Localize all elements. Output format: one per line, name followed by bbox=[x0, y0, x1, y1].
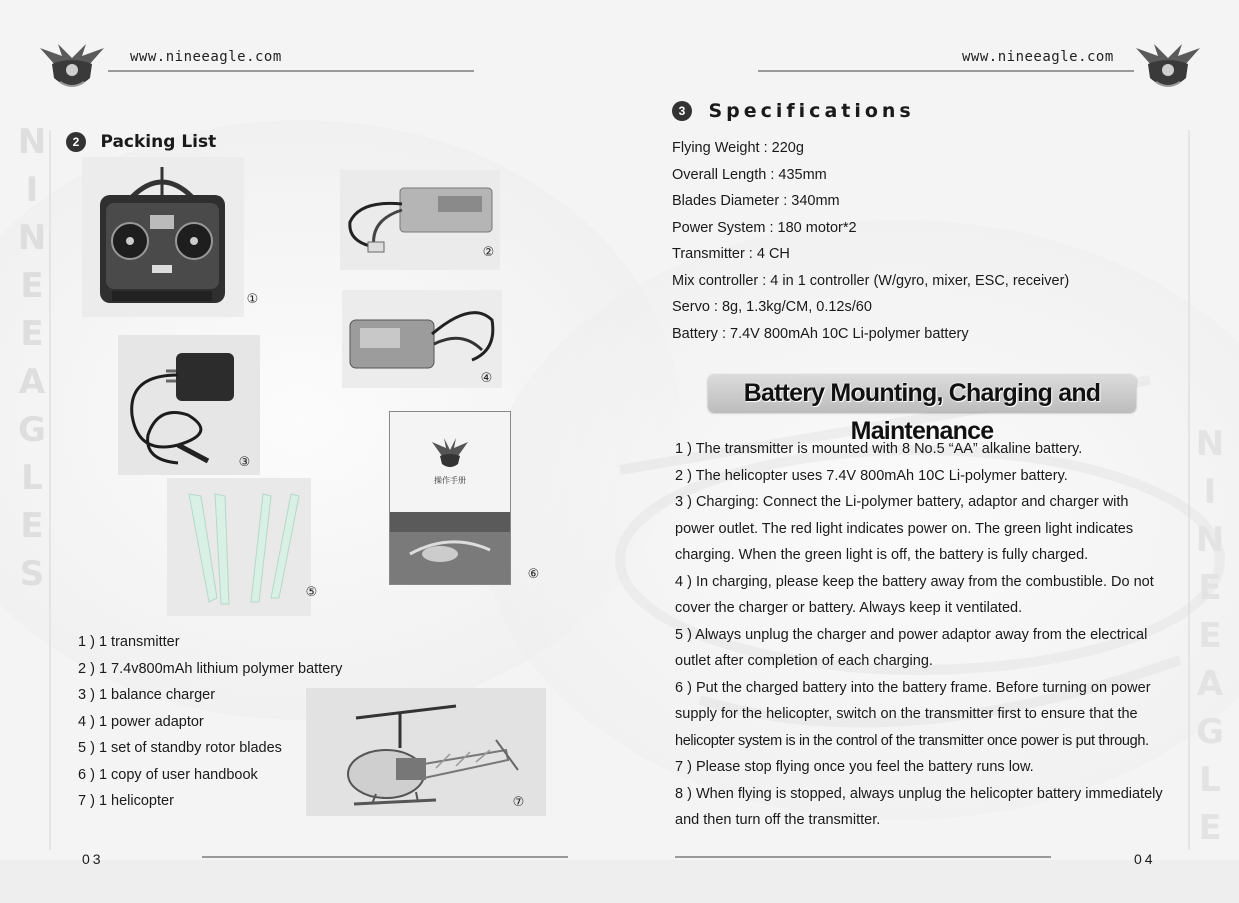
photo-label-7: ⑦ bbox=[512, 795, 525, 810]
packing-item-2: 2 ) 1 7.4v800mAh lithium polymer battery bbox=[78, 660, 343, 677]
photo-label-5: ⑤ bbox=[305, 585, 318, 600]
watermark-left: N I N E E A G L E S bbox=[17, 122, 47, 594]
spec-battery: Battery : 7.4V 800mAh 10C Li-polymer battery bbox=[672, 325, 969, 342]
handbook-cover-title: 操作手册 bbox=[434, 476, 466, 485]
battery-line-2: 2 ) The helicopter uses 7.4V 800mAh 10C Li-polymer battery. bbox=[675, 467, 1068, 484]
packing-item-1: 1 ) 1 transmitter bbox=[78, 634, 180, 650]
photo-label-4: ④ bbox=[480, 371, 493, 386]
battery-photo bbox=[340, 170, 500, 270]
footer-rule-right bbox=[675, 856, 1051, 858]
battery-line-5: charging. When the green light is off, the battery is fully charged. bbox=[675, 547, 1089, 563]
photo-label-3: ③ bbox=[238, 455, 251, 470]
photo-label-1: ① bbox=[246, 292, 259, 307]
helicopter-photo bbox=[306, 688, 546, 816]
spec-flying-weight: Flying Weight : 220g bbox=[672, 140, 804, 156]
website-url-right: www.nineeagle.com bbox=[962, 49, 1114, 65]
battery-line-14: 8 ) When flying is stopped, always unplug the helicopter battery immediately bbox=[675, 785, 1163, 802]
page-number-right: 04 bbox=[1134, 851, 1156, 867]
battery-line-1: 1 ) The transmitter is mounted with 8 No.5 “AA” alkaline battery. bbox=[675, 441, 1083, 457]
battery-line-8: 5 ) Always unplug the charger and power adaptor away from the electrical bbox=[675, 626, 1148, 643]
packing-item-5: 5 ) 1 set of standby rotor blades bbox=[78, 740, 282, 756]
spec-transmitter: Transmitter : 4 CH bbox=[672, 246, 790, 262]
battery-instructions bbox=[675, 436, 1205, 834]
balance-charger-photo bbox=[342, 290, 502, 388]
specifications-list bbox=[672, 140, 1152, 352]
spec-blades-diameter: Blades Diameter : 340mm bbox=[672, 193, 840, 209]
battery-section-banner bbox=[708, 374, 1136, 445]
spec-servo: Servo : 8g, 1.3kg/CM, 0.12s/60 bbox=[672, 299, 872, 315]
specifications-title: Specifications bbox=[708, 100, 915, 122]
section-number-badge: 3 bbox=[672, 101, 692, 121]
battery-line-6: 4 ) In charging, please keep the battery away from the combustible. Do not bbox=[675, 573, 1154, 590]
packing-item-6: 6 ) 1 copy of user handbook bbox=[78, 766, 258, 783]
battery-line-10: 6 ) Put the charged battery into the battery frame. Before turning on power bbox=[675, 679, 1151, 696]
header-rule-right bbox=[758, 70, 1134, 72]
user-handbook-photo bbox=[389, 411, 511, 585]
photo-label-2: ② bbox=[482, 245, 495, 260]
battery-line-13: 7 ) Please stop flying once you feel the battery runs low. bbox=[675, 759, 1034, 775]
battery-line-11: supply for the helicopter, switch on the transmitter first to ensure that the bbox=[675, 706, 1138, 722]
battery-line-3: 3 ) Charging: Connect the Li-polymer battery, adaptor and charger with bbox=[675, 494, 1129, 510]
website-url-left: www.nineeagle.com bbox=[130, 49, 282, 65]
packing-item-4: 4 ) 1 power adaptor bbox=[78, 713, 204, 730]
packing-list-title: Packing List bbox=[100, 132, 217, 152]
eagle-logo-left bbox=[38, 38, 106, 94]
packing-item-7: 7 ) 1 helicopter bbox=[78, 793, 174, 809]
page-number-left: 03 bbox=[82, 851, 104, 867]
battery-line-7: cover the charger or battery. Always keep it ventilated. bbox=[675, 600, 1023, 616]
section-number-badge: 2 bbox=[66, 132, 86, 152]
battery-section-title: Battery Mounting, Charging and Maintenance bbox=[743, 379, 1101, 445]
battery-line-4: power outlet. The red light indicates power on. The green light indicates bbox=[675, 520, 1134, 537]
packing-item-3: 3 ) 1 balance charger bbox=[78, 687, 216, 703]
transmitter-photo bbox=[82, 157, 244, 317]
spec-mix-controller: Mix controller : 4 in 1 controller (W/gyro, mixer, ESC, receiver) bbox=[672, 272, 1070, 289]
battery-line-12: helicopter system is in the control of the transmitter once power is put through. bbox=[675, 732, 1149, 749]
specifications-heading bbox=[672, 100, 915, 126]
packing-list-heading bbox=[66, 132, 216, 156]
header-rule-left bbox=[108, 70, 474, 72]
eagle-logo-right bbox=[1134, 38, 1202, 94]
battery-line-15: and then turn off the transmitter. bbox=[675, 812, 881, 828]
photo-label-6: ⑥ bbox=[527, 567, 540, 582]
rotor-blades-photo bbox=[167, 478, 311, 616]
footer-rule-left bbox=[202, 856, 568, 858]
watermark-right: N I N E E A G L E bbox=[1195, 424, 1225, 848]
battery-line-9: outlet after completion of each charging. bbox=[675, 653, 933, 669]
spec-power-system: Power System : 180 motor*2 bbox=[672, 219, 857, 236]
spec-overall-length: Overall Length : 435mm bbox=[672, 166, 827, 183]
power-adaptor-photo bbox=[118, 335, 260, 475]
